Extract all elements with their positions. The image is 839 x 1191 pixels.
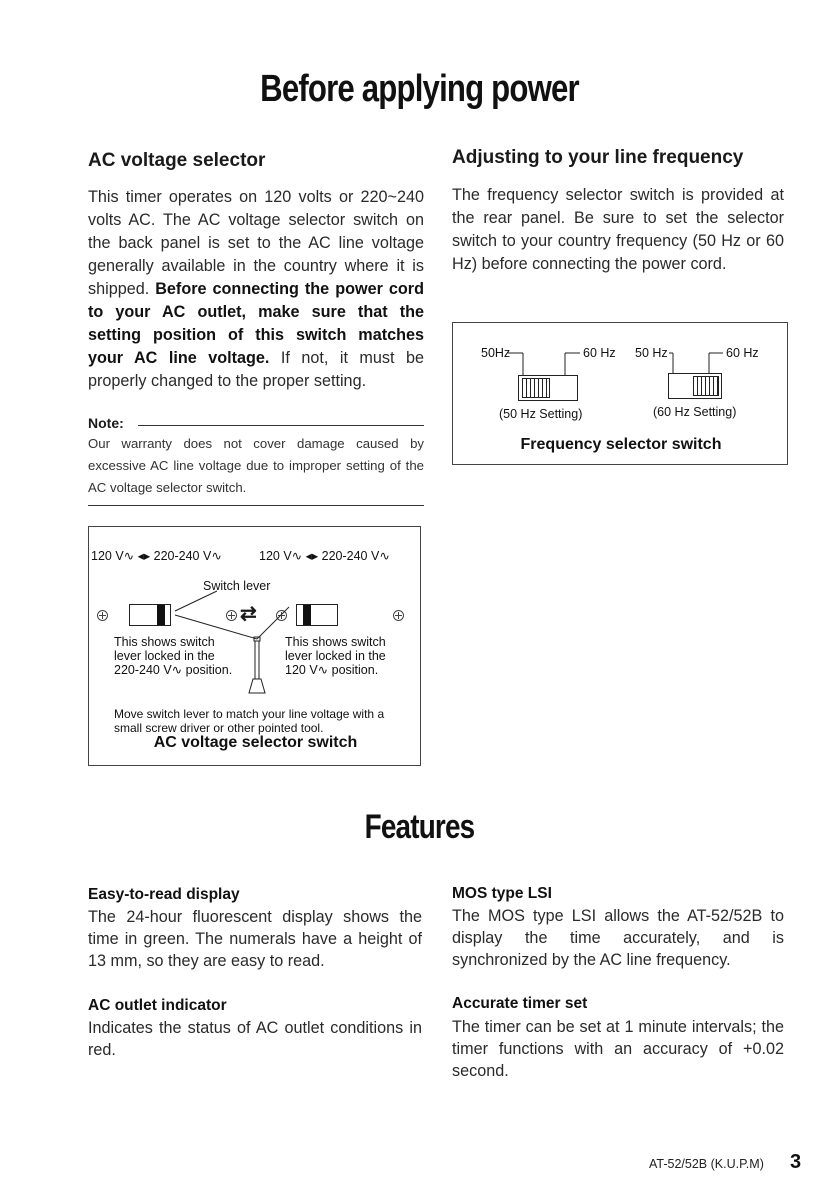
ac-voltage-paragraph: [88, 186, 424, 393]
freq-left-60-label: 60 Hz: [583, 346, 616, 360]
voltage-label-right: 120 V∿ ◂▸ 220-240 V∿: [259, 549, 390, 563]
freq-diagram-caption: Frequency selector switch: [520, 436, 722, 453]
ac-voltage-warning: Before connecting the power cord to your AC outlet, make sure that the setting position of this switch matches your AC line voltage.: [88, 280, 424, 367]
note-text: Our warranty does not cover damage caused by excessive AC line voltage due to improper setting of the AC voltage selector switch.: [88, 436, 424, 495]
diagram-instruction: Move switch lever to match your line voltage with a small screw driver or other pointed tool.: [114, 707, 385, 735]
switch-60hz-icon: [668, 373, 722, 399]
feature-text-outlet: Indicates the status of AC outlet conditions in red.: [88, 1019, 422, 1059]
switch-50hz-icon: [518, 375, 578, 401]
frequency-heading: Adjusting to your line frequency: [452, 147, 744, 168]
feature-text-timer: The timer can be set at 1 minute intervals; the timer functions with an accuracy of +0.02 second.: [452, 1018, 784, 1080]
page-number: 3: [790, 1151, 802, 1173]
ac-voltage-diagram: [88, 526, 421, 766]
feature-text-lsi: The MOS type LSI allows the AT-52/52B to display the time accurately, and is synchronized by the AC line frequency.: [452, 907, 784, 969]
footer-model: AT-52/52B (K.U.P.M): [649, 1157, 764, 1171]
freq-50-setting-label: (50 Hz Setting): [499, 407, 583, 421]
freq-left-50-label: 50Hz: [481, 346, 511, 360]
feature-heading-lsi: MOS type LSI: [452, 885, 552, 902]
feature-text-display: The 24-hour fluorescent display shows the time in green. The numerals have a height of 13 mm, so they are easy to read.: [88, 908, 422, 970]
feature-heading-timer: Accurate timer set: [452, 995, 588, 1012]
switch-lever-label: Switch lever: [203, 579, 271, 593]
freq-right-60-label: 60 Hz: [726, 346, 759, 360]
left-switch-desc: This shows switch lever locked in the 220-240 V∿ position.: [114, 635, 233, 677]
exchange-arrows-icon: ⇄: [240, 603, 257, 625]
note-bottom-divider: [88, 505, 424, 506]
freq-right-50-label: 50 Hz: [635, 346, 668, 360]
feature-heading-display: Easy-to-read display: [88, 886, 240, 903]
ac-diagram-caption: AC voltage selector switch: [153, 734, 358, 751]
ac-voltage-text: This timer operates on 120 volts or 220~240 volts AC. The AC voltage selector switch on the back panel is set to the AC line voltage generally available in the country where it is shipped.: [88, 188, 424, 298]
frequency-diagram: [452, 322, 788, 465]
features-title: Features: [364, 808, 475, 846]
note-label: Note:: [88, 415, 124, 431]
freq-60-setting-label: (60 Hz Setting): [653, 405, 737, 419]
ac-voltage-heading: AC voltage selector: [88, 150, 266, 171]
frequency-paragraph: The frequency selector switch is provided at the rear panel. Be sure to set the selector switch to your country frequency (50 Hz or 60 Hz) before connecting the power cord.: [452, 186, 784, 273]
ac-voltage-tail: If not, it must be properly changed to the proper setting.: [88, 349, 425, 390]
page-title: Before applying power: [260, 68, 579, 110]
feature-heading-outlet: AC outlet indicator: [88, 997, 227, 1014]
right-switch-desc: This shows switch lever locked in the 120 V∿ position.: [285, 635, 386, 677]
note-divider: [138, 425, 424, 426]
voltage-label-left: 120 V∿ ◂▸ 220-240 V∿: [91, 549, 222, 563]
